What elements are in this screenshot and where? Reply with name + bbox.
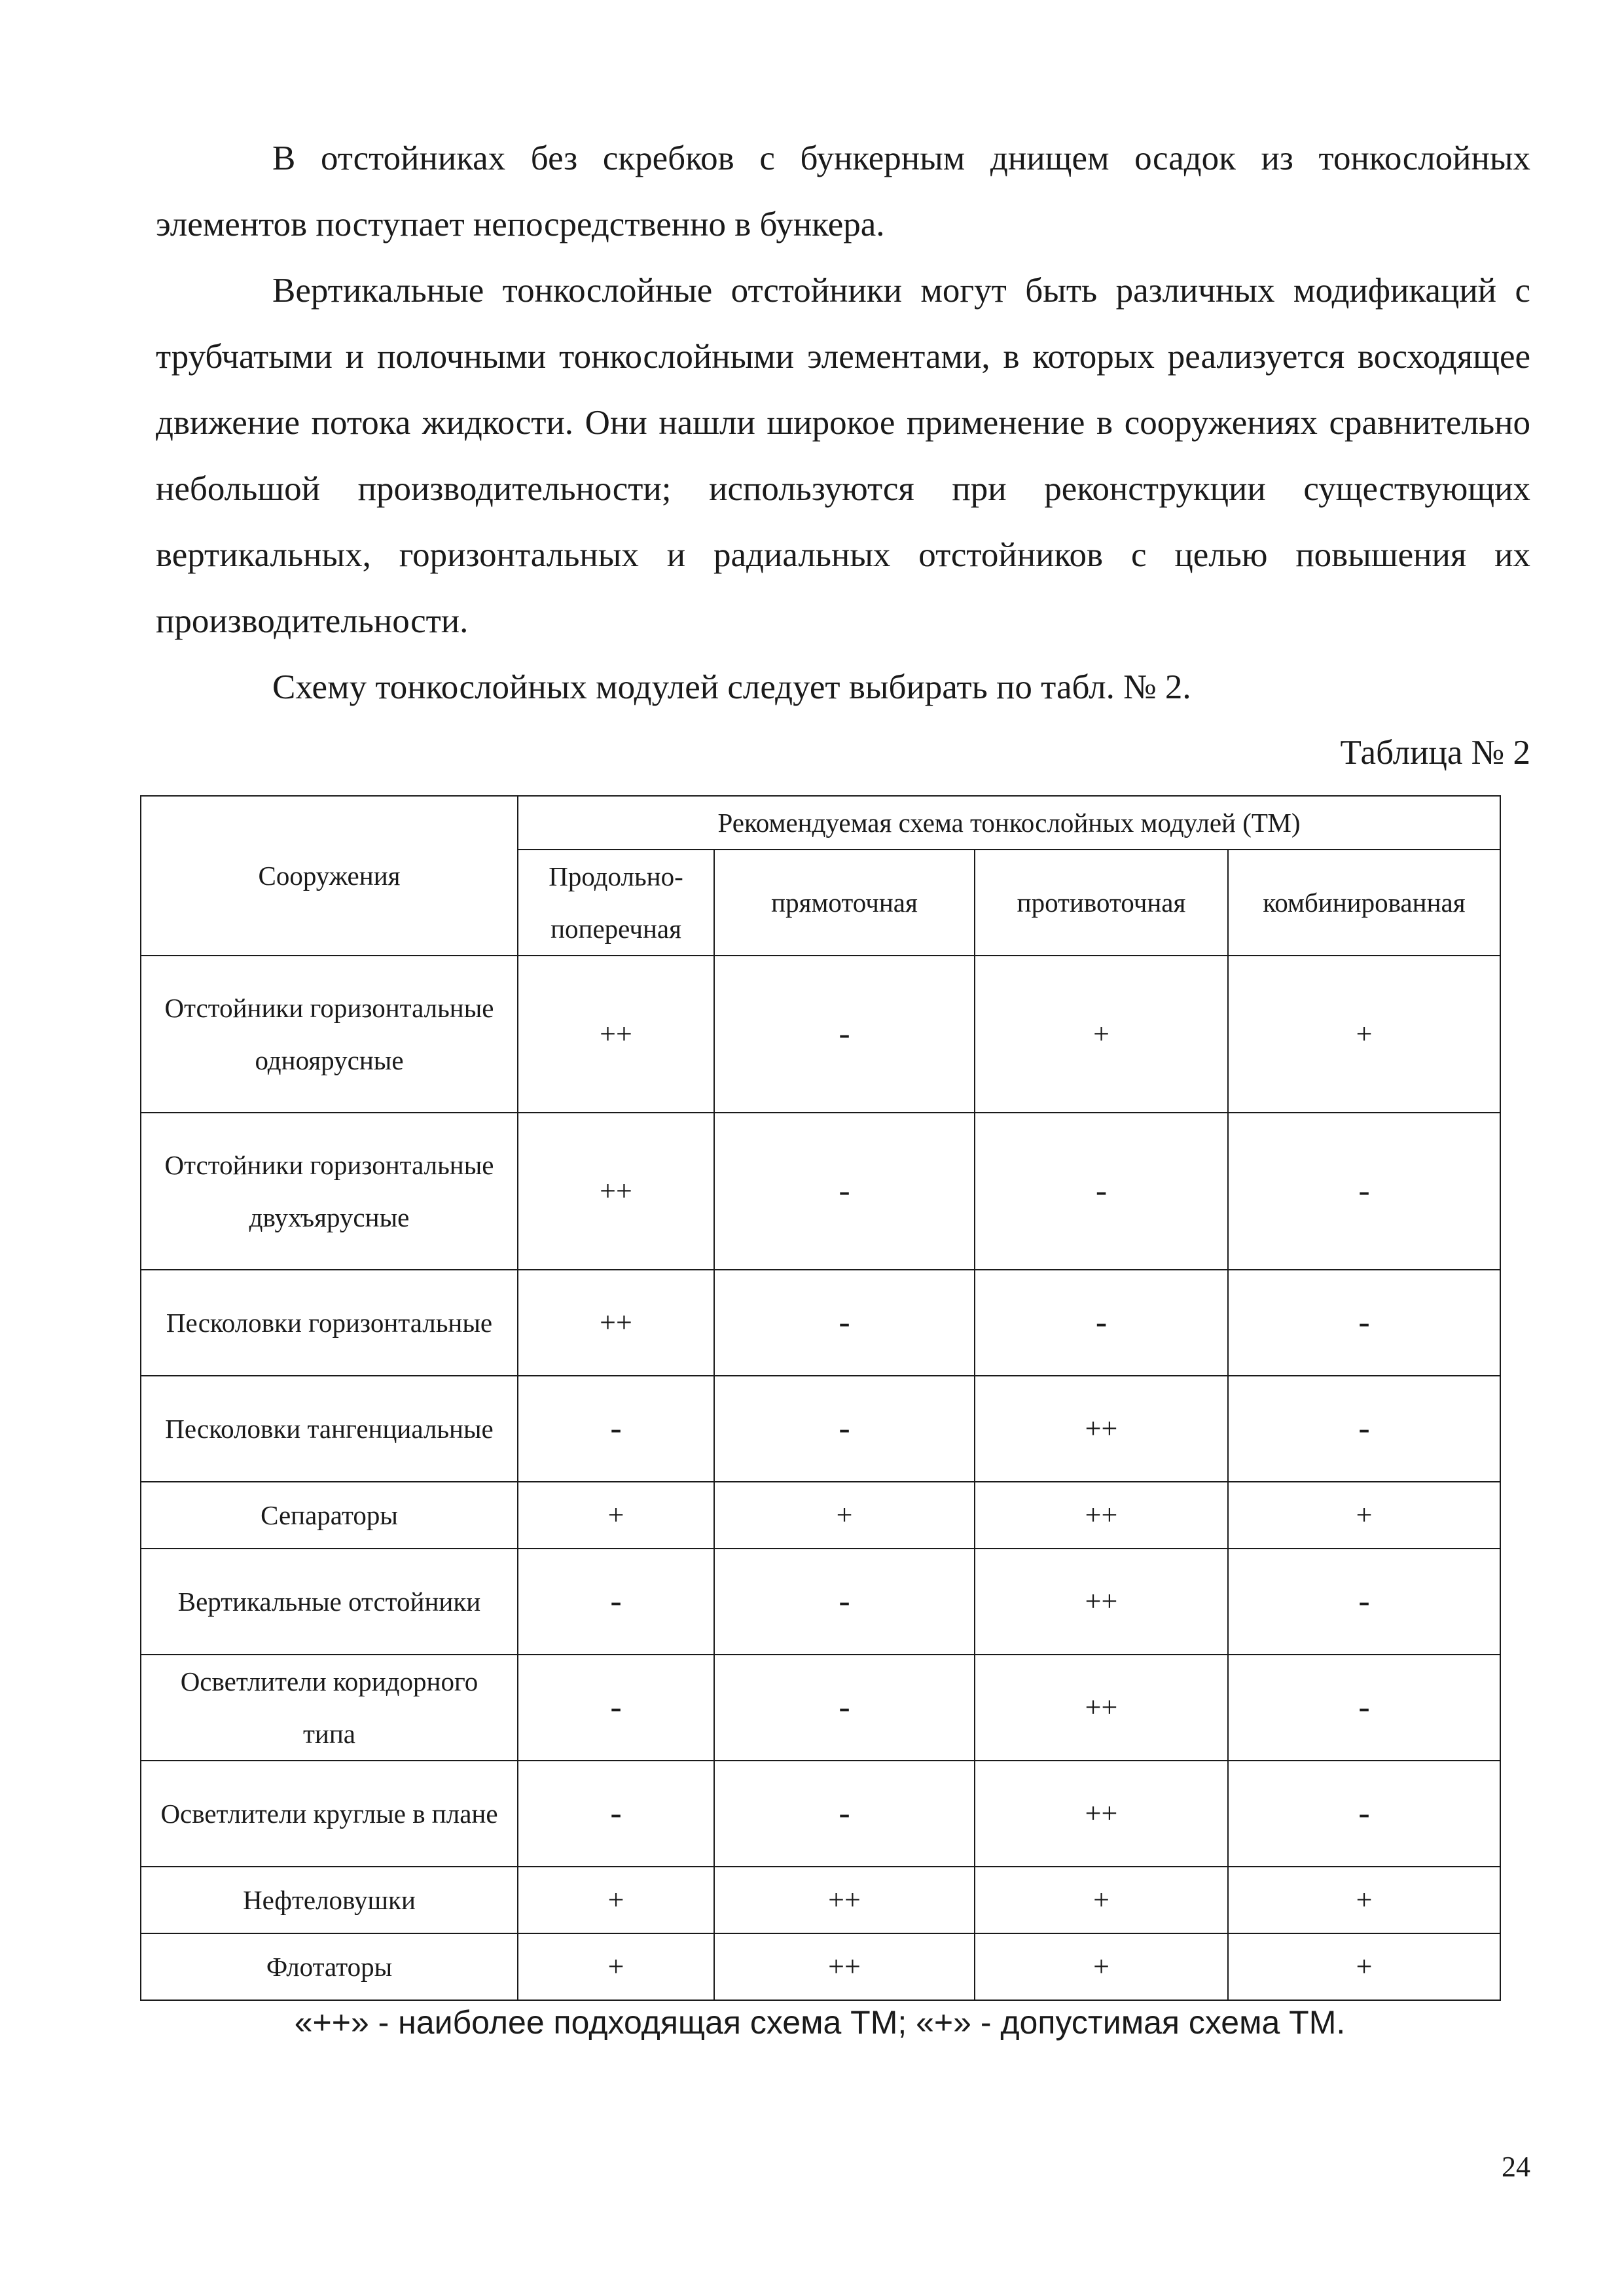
scheme-mark-cell: - <box>518 1761 714 1867</box>
modules-table <box>140 795 1501 2001</box>
scheme-mark-cell: + <box>1228 1482 1500 1549</box>
scheme-mark-cell: - <box>1228 1655 1500 1761</box>
table-caption: Таблица № 2 <box>1340 734 1530 772</box>
scheme-mark-cell: - <box>1228 1376 1500 1482</box>
scheme-mark-cell: ++ <box>975 1376 1228 1482</box>
header-structures: Сооружения <box>141 796 518 956</box>
scheme-mark-cell: + <box>1228 1933 1500 2000</box>
scheme-mark-cell: - <box>714 1270 975 1376</box>
row-label: Осветлители круглые в плане <box>141 1761 518 1867</box>
table-row <box>141 1761 1500 1867</box>
row-label: Отстойники горизонтальные одноярусные <box>141 956 518 1113</box>
row-label: Нефтеловушки <box>141 1867 518 1933</box>
scheme-mark-cell: - <box>1228 1270 1500 1376</box>
scheme-mark-cell: ++ <box>518 1113 714 1270</box>
paragraph-2: Вертикальные тонкослойные отстойники могут быть различных модификаций с трубчатыми и полочными тонкослойными элементами, в которых реализуется восходящее движение потока жидкости. Они нашли широкое применение в сооружениях сравнительно небольшой производительности; используются при реконструкции существующих вертикальных, горизонтальных и радиальных отстойников с целью повышения их производительности. <box>156 272 1530 640</box>
paragraph-3: Схему тонкослойных модулей следует выбирать по табл. № 2. <box>272 668 1191 706</box>
scheme-mark-cell: + <box>975 956 1228 1113</box>
scheme-mark-cell: - <box>714 1376 975 1482</box>
row-label: Песколовки горизонтальные <box>141 1270 518 1376</box>
paragraph-1: В отстойниках без скребков с бункерным днищем осадок из тонкослойных элементов поступает непосредственно в бункера. <box>156 139 1530 243</box>
row-label: Осветлители коридорного типа <box>141 1655 518 1761</box>
header-recommended-scheme: Рекомендуемая схема тонкослойных модулей (ТМ) <box>518 796 1500 850</box>
body-text <box>156 126 1530 721</box>
scheme-mark-cell: + <box>975 1867 1228 1933</box>
header-combined: комбинированная <box>1228 850 1500 956</box>
scheme-mark-cell: - <box>518 1376 714 1482</box>
row-label: Вертикальные отстойники <box>141 1549 518 1655</box>
scheme-mark-cell: ++ <box>518 956 714 1113</box>
scheme-mark-cell: - <box>1228 1761 1500 1867</box>
page-number: 24 <box>1502 2151 1530 2183</box>
header-counter-flow: противоточная <box>975 850 1228 956</box>
table-row <box>141 1655 1500 1761</box>
scheme-mark-cell: - <box>1228 1113 1500 1270</box>
scheme-mark-cell: ++ <box>975 1549 1228 1655</box>
scheme-mark-cell: - <box>714 956 975 1113</box>
header-direct-flow: прямоточная <box>714 850 975 956</box>
table-row <box>141 1933 1500 2000</box>
table-row <box>141 1376 1500 1482</box>
header-longitudinal-transverse: Продольно-поперечная <box>518 850 714 956</box>
scheme-mark-cell: - <box>975 1113 1228 1270</box>
scheme-mark-cell: ++ <box>975 1655 1228 1761</box>
table-row <box>141 1270 1500 1376</box>
scheme-mark-cell: ++ <box>975 1482 1228 1549</box>
table-row <box>141 1113 1500 1270</box>
scheme-mark-cell: - <box>975 1270 1228 1376</box>
scheme-mark-cell: - <box>714 1549 975 1655</box>
row-label: Отстойники горизонтальные двухъярусные <box>141 1113 518 1270</box>
scheme-mark-cell: + <box>714 1482 975 1549</box>
scheme-mark-cell: + <box>518 1933 714 2000</box>
table-footnote: «++» - наиболее подходящая схема ТМ; «+» - допустимая схема ТМ. <box>294 2004 1346 2041</box>
row-label: Песколовки тангенциальные <box>141 1376 518 1482</box>
scheme-mark-cell: + <box>518 1482 714 1549</box>
scheme-mark-cell: - <box>714 1655 975 1761</box>
scheme-mark-cell: ++ <box>975 1761 1228 1867</box>
table-row <box>141 1482 1500 1549</box>
row-label: Сепараторы <box>141 1482 518 1549</box>
table-row <box>141 1549 1500 1655</box>
scheme-mark-cell: - <box>714 1761 975 1867</box>
scheme-mark-cell: ++ <box>714 1867 975 1933</box>
scheme-mark-cell: + <box>518 1867 714 1933</box>
row-label: Флотаторы <box>141 1933 518 2000</box>
scheme-mark-cell: - <box>1228 1549 1500 1655</box>
scheme-mark-cell: ++ <box>714 1933 975 2000</box>
table-header-row-1 <box>141 796 1500 850</box>
scheme-mark-cell: - <box>518 1549 714 1655</box>
table-row <box>141 956 1500 1113</box>
scheme-mark-cell: - <box>518 1655 714 1761</box>
table-row <box>141 1867 1500 1933</box>
scheme-mark-cell: ++ <box>518 1270 714 1376</box>
scheme-mark-cell: + <box>1228 1867 1500 1933</box>
scheme-mark-cell: - <box>714 1113 975 1270</box>
scheme-mark-cell: + <box>975 1933 1228 2000</box>
scheme-mark-cell: + <box>1228 956 1500 1113</box>
